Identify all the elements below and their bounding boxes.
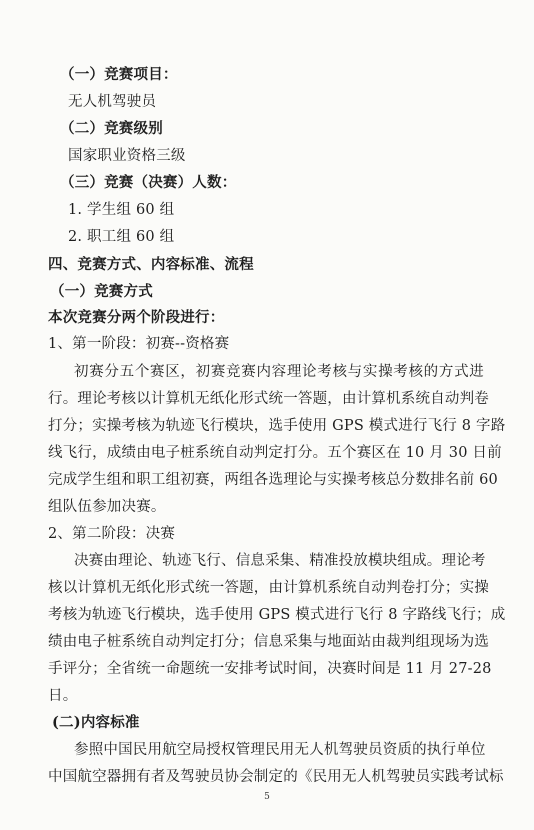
paragraph-line: 核以计算机无纸化形式统一答题，由计算机系统自动判卷打分；实操	[48, 580, 489, 596]
heading-competition-method: （一）竞赛方式	[50, 283, 153, 300]
page-number: 5	[264, 792, 270, 802]
paragraph-line: 组队伍参加决赛。	[48, 499, 166, 515]
paragraph-line: 绩由电子桩系统自动判定打分；信息采集与地面站由裁判组现场为选	[48, 634, 489, 650]
paragraph-line: 考核为轨迹飞行模块，选手使用 GPS 模式进行飞行 8 字路线飞行；成	[48, 607, 506, 623]
paragraph-line: 线飞行，成绩由电子桩系统自动判定打分。五个赛区在 10 月 30 日前	[48, 445, 502, 461]
heading-competition-item: （一）竞赛项目：	[60, 66, 178, 83]
heading-competition-level: （二）竞赛级别	[60, 120, 163, 137]
paragraph-line: 完成学生组和职工组初赛，两组各选理论与实操考核总分数排名前 60	[48, 472, 498, 488]
text-stage-two: 2、第二阶段：决赛	[48, 526, 176, 542]
text-competition-item: 无人机驾驶员	[68, 94, 157, 110]
paragraph-line: 参照中国民用航空局授权管理民用无人机驾驶员资质的执行单位	[74, 742, 486, 758]
heading-content-standard: (二)内容标准	[52, 714, 140, 731]
paragraph-line: 中国航空器拥有者及驾驶员协会制定的《民用无人机驾驶员实践考试标	[48, 769, 504, 785]
text-competition-level: 国家职业资格三级	[68, 148, 186, 164]
heading-participant-count: （三）竞赛（决赛）人数：	[60, 174, 237, 191]
text-stage-one: 1、第一阶段：初赛--资格赛	[48, 336, 230, 352]
heading-section-four: 四、竞赛方式、内容标准、流程	[48, 256, 254, 273]
paragraph-line: 手评分；全省统一命题统一安排考试时间，决赛时间是 11 月 27-28	[48, 661, 492, 677]
paragraph-line: 打分；实操考核为轨迹飞行模块，选手使用 GPS 模式进行飞行 8 字路	[48, 418, 506, 434]
paragraph-line: 初赛分五个赛区，初赛竞赛内容理论考核与实操考核的方式进	[74, 364, 484, 380]
paragraph-line: 行。理论考核以计算机无纸化形式统一答题，由计算机系统自动判卷	[48, 391, 489, 407]
text-two-stages: 本次竞赛分两个阶段进行：	[48, 309, 225, 326]
paragraph-line: 决赛由理论、轨迹飞行、信息采集、精准投放模块组成。理论考	[74, 553, 486, 569]
text-student-group: 1. 学生组 60 组	[68, 202, 175, 218]
paragraph-line: 日。	[48, 688, 78, 704]
text-staff-group: 2. 职工组 60 组	[68, 229, 175, 245]
